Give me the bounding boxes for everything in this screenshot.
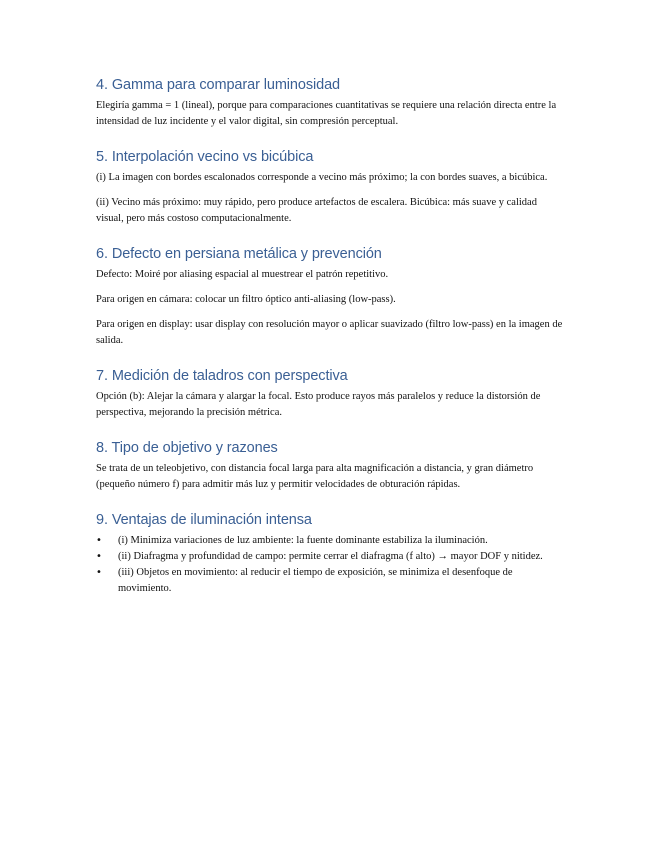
list-item <box>96 565 566 597</box>
section-heading: 9. Ventajas de iluminación intensa <box>96 512 312 528</box>
section-iluminacion <box>96 511 566 597</box>
section-heading: 7. Medición de taladros con perspectiva <box>96 368 348 384</box>
section-taladros <box>96 367 566 421</box>
section-heading: 6. Defecto en persiana metálica y prevención <box>96 246 382 262</box>
list-item <box>96 549 566 565</box>
document-content <box>96 76 566 615</box>
bullet-icon: • <box>96 551 102 562</box>
list-item-text: (i) Minimiza variaciones de luz ambiente: la fuente dominante estabiliza la iluminación. <box>118 535 488 546</box>
section-gamma <box>96 76 566 130</box>
section-interpolacion <box>96 148 566 227</box>
list-item-text: (ii) Diafragma y profundidad de campo: permite cerrar el diafragma (f alto) → mayor DOF y nitidez. <box>118 551 543 562</box>
bullet-icon: • <box>96 535 102 546</box>
bullet-icon: • <box>96 567 102 578</box>
section-heading: 5. Interpolación vecino vs bicúbica <box>96 149 314 165</box>
section-persiana <box>96 245 566 349</box>
section-heading: 4. Gamma para comparar luminosidad <box>96 77 341 93</box>
paragraph: Elegiría gamma = 1 (lineal), porque para comparaciones cuantitativas se requiere una relación directa entre la intensidad de luz incidente y el valor digital, sin compresión perceptual. <box>96 100 557 127</box>
list-item-text: (iii) Objetos en movimiento: al reducir el tiempo de exposición, se minimiza el desenfoque de movimiento. <box>118 567 513 594</box>
section-heading: 8. Tipo de objetivo y razones <box>96 440 278 456</box>
paragraph: (ii) Vecino más próximo: muy rápido, pero produce artefactos de escalera. Bicúbica: más suave y calidad visual, pero más costoso computacionalmente. <box>96 197 537 224</box>
paragraph: Opción (b): Alejar la cámara y alargar la focal. Esto produce rayos más paralelos y reduce la distorsión de perspectiva, mejorando la precisión métrica. <box>96 391 541 418</box>
bullet-list <box>96 533 566 597</box>
paragraph: Se trata de un teleobjetivo, con distancia focal larga para alta magnificación a distancia, y gran diámetro (pequeño número f) para admitir más luz y permitir velocidades de obturación rápidas. <box>96 463 534 490</box>
paragraph: (i) La imagen con bordes escalonados corresponde a vecino más próximo; la con bordes suaves, a bicúbica. <box>96 172 548 183</box>
paragraph: Para origen en cámara: colocar un filtro óptico anti-aliasing (low-pass). <box>96 294 396 305</box>
paragraph: Para origen en display: usar display con resolución mayor o aplicar suavizado (filtro low-pass) en la imagen de salida. <box>96 319 563 346</box>
paragraph: Defecto: Moiré por aliasing espacial al muestrear el patrón repetitivo. <box>96 269 389 280</box>
section-objetivo <box>96 439 566 493</box>
list-item <box>96 533 566 549</box>
